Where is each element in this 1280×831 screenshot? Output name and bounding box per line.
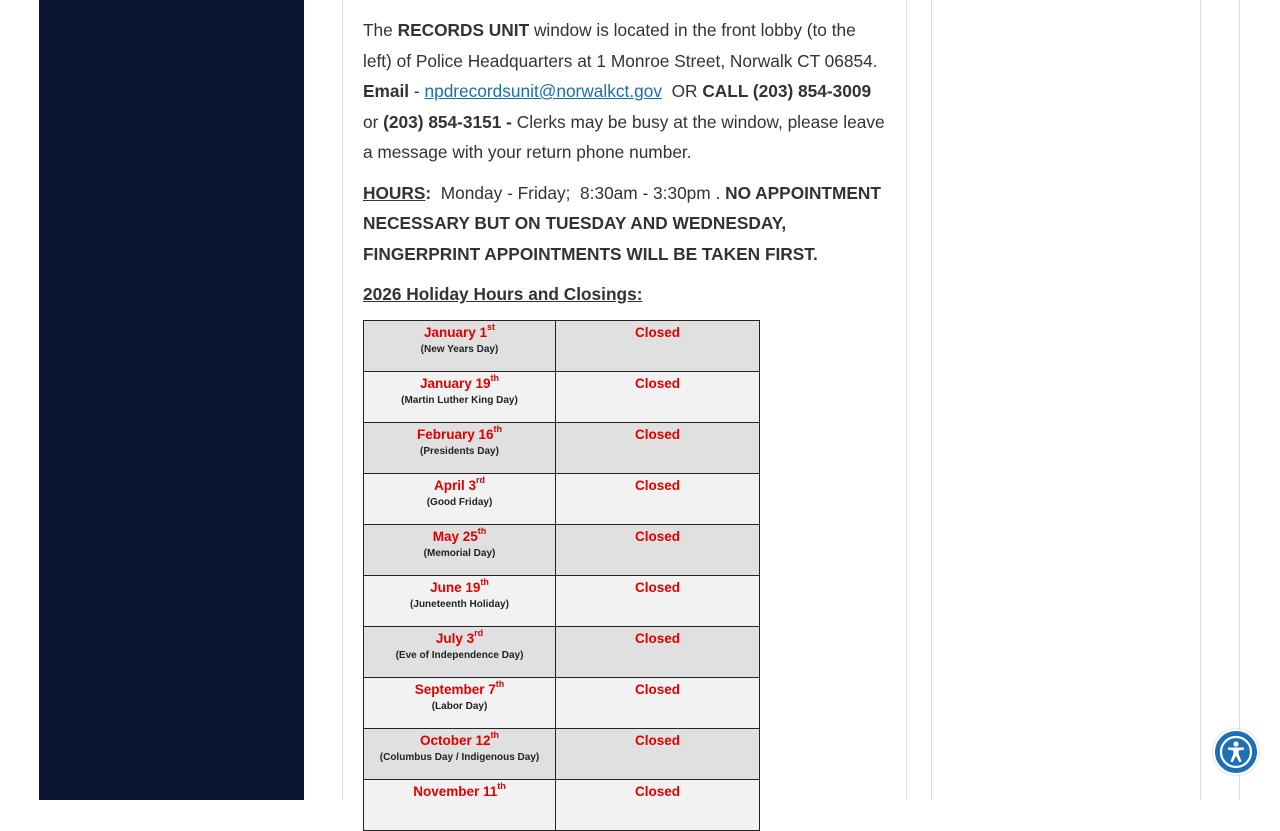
call-phone-2: (203) 854-3151 - bbox=[383, 111, 512, 132]
holiday-status: Closed bbox=[634, 375, 680, 391]
holiday-date bbox=[366, 630, 553, 648]
holiday-date-suffix: rd bbox=[476, 475, 485, 485]
accessibility-button[interactable] bbox=[1213, 729, 1259, 775]
intro-text-2: window is located in the front lobby (to the left) of Police Headquarters at 1 Monroe Street, Norwalk CT 06854. bbox=[363, 20, 878, 71]
holiday-status: Closed bbox=[634, 426, 680, 442]
accessibility-icon bbox=[1219, 735, 1253, 769]
holiday-date-suffix: rd bbox=[474, 628, 484, 638]
holiday-status: Closed bbox=[634, 528, 680, 544]
holiday-row bbox=[364, 473, 760, 524]
intro-text-4: OR bbox=[662, 81, 703, 101]
holiday-date-cell bbox=[364, 320, 556, 371]
holiday-row bbox=[364, 422, 760, 473]
holiday-date bbox=[366, 528, 553, 546]
hours-text: Monday - Friday; 8:30am - 3:30pm . bbox=[431, 182, 726, 203]
holiday-date-suffix: th bbox=[497, 781, 506, 791]
holiday-name: (Columbus Day / Indigenous Day) bbox=[379, 751, 540, 763]
page-edge-divider bbox=[1239, 0, 1240, 800]
hours-label: HOURS bbox=[363, 182, 426, 203]
holiday-heading: 2026 Holiday Hours and Closings: bbox=[363, 284, 643, 304]
holiday-row bbox=[364, 575, 760, 626]
holiday-name: (Eve of Independence Day) bbox=[395, 649, 524, 661]
holiday-date-cell bbox=[364, 728, 556, 779]
call-phone-1: CALL (203) 854-3009 bbox=[702, 81, 872, 101]
holiday-date-text: April 3 bbox=[433, 477, 476, 493]
holiday-row bbox=[364, 677, 760, 728]
holiday-name: (Labor Day) bbox=[431, 700, 488, 712]
holiday-status: Closed bbox=[634, 732, 680, 748]
holiday-date-text: November 11 bbox=[413, 783, 498, 799]
holiday-date bbox=[366, 375, 553, 393]
holiday-date-text: May 25 bbox=[432, 528, 478, 544]
holiday-row bbox=[364, 728, 760, 779]
holiday-date bbox=[366, 732, 553, 750]
holiday-date-cell bbox=[364, 626, 556, 677]
holiday-status-cell bbox=[556, 626, 760, 677]
holiday-date-suffix: th bbox=[490, 373, 500, 383]
holiday-status-cell bbox=[556, 779, 760, 830]
holiday-date bbox=[366, 426, 553, 444]
holiday-status-cell bbox=[556, 575, 760, 626]
holiday-status-cell bbox=[556, 728, 760, 779]
records-unit-label: RECORDS UNIT bbox=[397, 20, 530, 40]
hours-colon: : bbox=[425, 182, 432, 203]
holiday-date-text: January 1 bbox=[423, 324, 488, 340]
intro-text-3: - bbox=[409, 81, 425, 101]
holiday-status: Closed bbox=[634, 681, 680, 697]
holiday-status: Closed bbox=[634, 630, 680, 646]
holiday-row bbox=[364, 371, 760, 422]
records-unit-content bbox=[363, 15, 888, 831]
holiday-date-text: September 7 bbox=[414, 681, 496, 697]
holiday-row bbox=[364, 626, 760, 677]
holiday-date-suffix: th bbox=[490, 730, 500, 740]
holiday-name: (Martin Luther King Day) bbox=[401, 394, 518, 406]
holiday-date-cell bbox=[364, 677, 556, 728]
holiday-status: Closed bbox=[634, 783, 680, 799]
holiday-date-text: February 16 bbox=[416, 426, 494, 442]
intro-text-5: or bbox=[363, 111, 384, 132]
holiday-status: Closed bbox=[634, 324, 680, 340]
holiday-date bbox=[366, 579, 553, 597]
holiday-date-text: July 3 bbox=[435, 630, 475, 646]
holiday-date-text: June 19 bbox=[430, 579, 481, 595]
holiday-date-suffix: th bbox=[493, 424, 503, 434]
holiday-status-cell bbox=[556, 524, 760, 575]
holiday-date-cell bbox=[364, 473, 556, 524]
holiday-status-cell bbox=[556, 473, 760, 524]
holiday-name: (Memorial Day) bbox=[423, 547, 496, 559]
holiday-row bbox=[364, 779, 760, 830]
appointment-notice: NO APPOINTMENT NECESSARY BUT ON TUESDAY AND WEDNESDAY, FINGERPRINT APPOINTMENTS WILL BE TAKEN FIRST. bbox=[363, 182, 881, 264]
holiday-status-cell bbox=[556, 677, 760, 728]
holiday-date-suffix: th bbox=[477, 526, 487, 536]
holiday-row bbox=[364, 524, 760, 575]
holiday-date-suffix: th bbox=[480, 577, 489, 587]
holiday-status: Closed bbox=[634, 477, 680, 493]
holiday-status: Closed bbox=[634, 579, 680, 595]
intro-paragraph bbox=[363, 15, 888, 168]
holiday-date-cell bbox=[364, 575, 556, 626]
holiday-status-cell bbox=[556, 422, 760, 473]
holiday-name: (Juneteenth Holiday) bbox=[410, 598, 509, 610]
holiday-date-cell bbox=[364, 779, 556, 830]
holiday-table bbox=[363, 320, 760, 831]
holiday-date-cell bbox=[364, 422, 556, 473]
dark-sidebar bbox=[39, 0, 304, 800]
holiday-name: (New Years Day) bbox=[420, 343, 499, 355]
holiday-name: (Presidents Day) bbox=[420, 445, 499, 457]
holiday-date bbox=[366, 324, 553, 342]
holiday-date bbox=[366, 477, 553, 495]
holiday-date-text: January 19 bbox=[419, 375, 491, 391]
holiday-date-cell bbox=[364, 371, 556, 422]
email-link[interactable]: npdrecordsunit@norwalkct.gov bbox=[424, 81, 662, 101]
holiday-date bbox=[366, 681, 553, 699]
holiday-date bbox=[366, 783, 553, 801]
hours-paragraph bbox=[363, 178, 888, 270]
holiday-date-cell bbox=[364, 524, 556, 575]
holiday-date-suffix: th bbox=[495, 679, 505, 689]
right-sidebar-card bbox=[931, 0, 1201, 800]
email-label: Email bbox=[363, 81, 410, 101]
holiday-date-suffix: st bbox=[487, 322, 496, 332]
holiday-date-text: October 12 bbox=[419, 732, 491, 748]
holiday-name: (Good Friday) bbox=[426, 496, 493, 508]
holiday-status-cell bbox=[556, 320, 760, 371]
holiday-status-cell bbox=[556, 371, 760, 422]
intro-text-6: Clerks may be busy at the window, please leave a message with your return phone number. bbox=[363, 111, 885, 162]
intro-text-1: The bbox=[363, 20, 398, 40]
main-content-card bbox=[342, 0, 907, 800]
holiday-row bbox=[364, 320, 760, 371]
